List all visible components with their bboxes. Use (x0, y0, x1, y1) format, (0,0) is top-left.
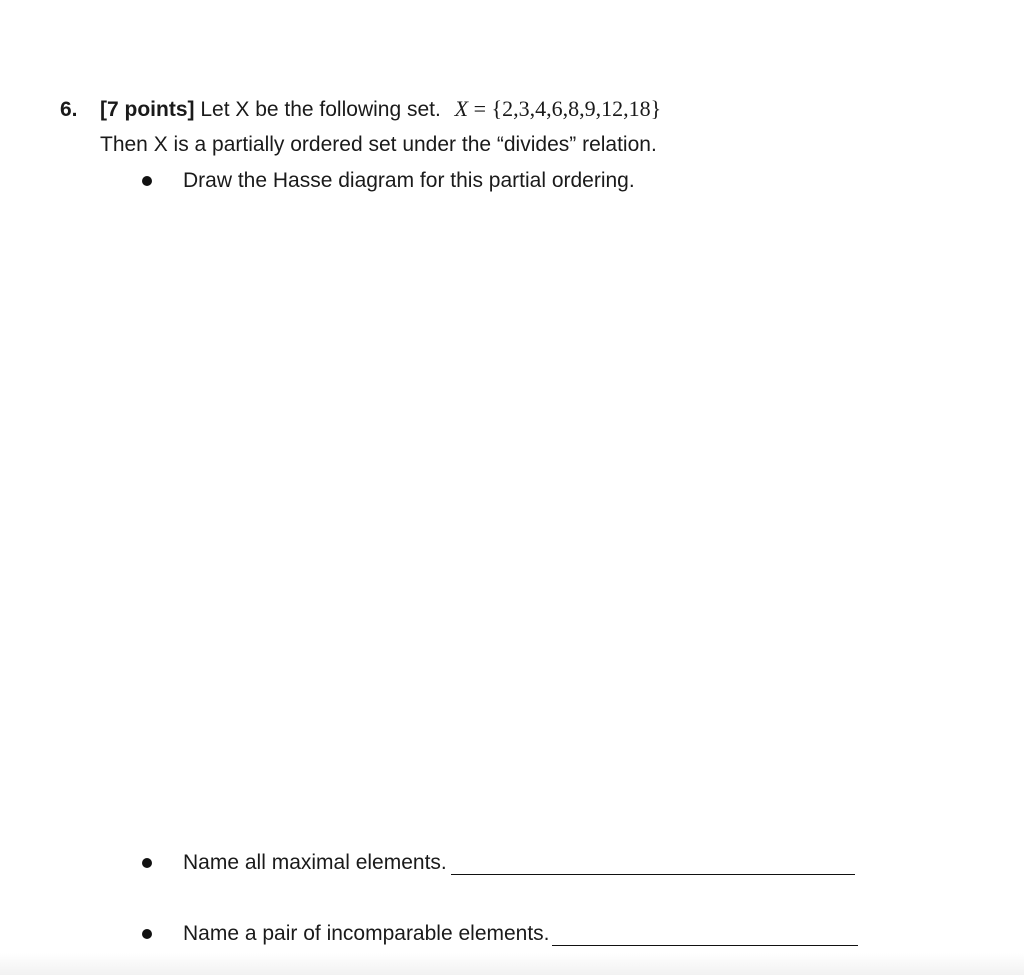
set-variable: X (454, 96, 469, 121)
task-maximal-elements (140, 849, 855, 877)
set-definition (455, 96, 661, 121)
task-text: Draw the Hasse diagram for this partial ordering. (183, 169, 635, 192)
question-intro: Let X be the following set. (194, 98, 441, 121)
page-bottom-edge (0, 953, 1024, 975)
bullet-icon (142, 858, 152, 868)
task-text: Name a pair of incomparable elements. (183, 922, 550, 945)
question-number: 6. (60, 98, 78, 121)
question-statement: Then X is a partially ordered set under the “divides” relation. (100, 133, 657, 156)
question-points: [7 points] (100, 98, 195, 121)
question-heading (60, 95, 661, 124)
bullet-icon (142, 929, 152, 939)
task-hasse-diagram (140, 167, 635, 195)
task-text: Name all maximal elements. (183, 851, 447, 874)
bullet-icon (142, 176, 152, 186)
incomparable-pair-answer-line[interactable] (552, 923, 858, 946)
set-elements: = {2,3,4,6,8,9,12,18} (468, 96, 662, 121)
maximal-elements-answer-line[interactable] (451, 852, 855, 875)
task-incomparable-pair (140, 920, 858, 948)
